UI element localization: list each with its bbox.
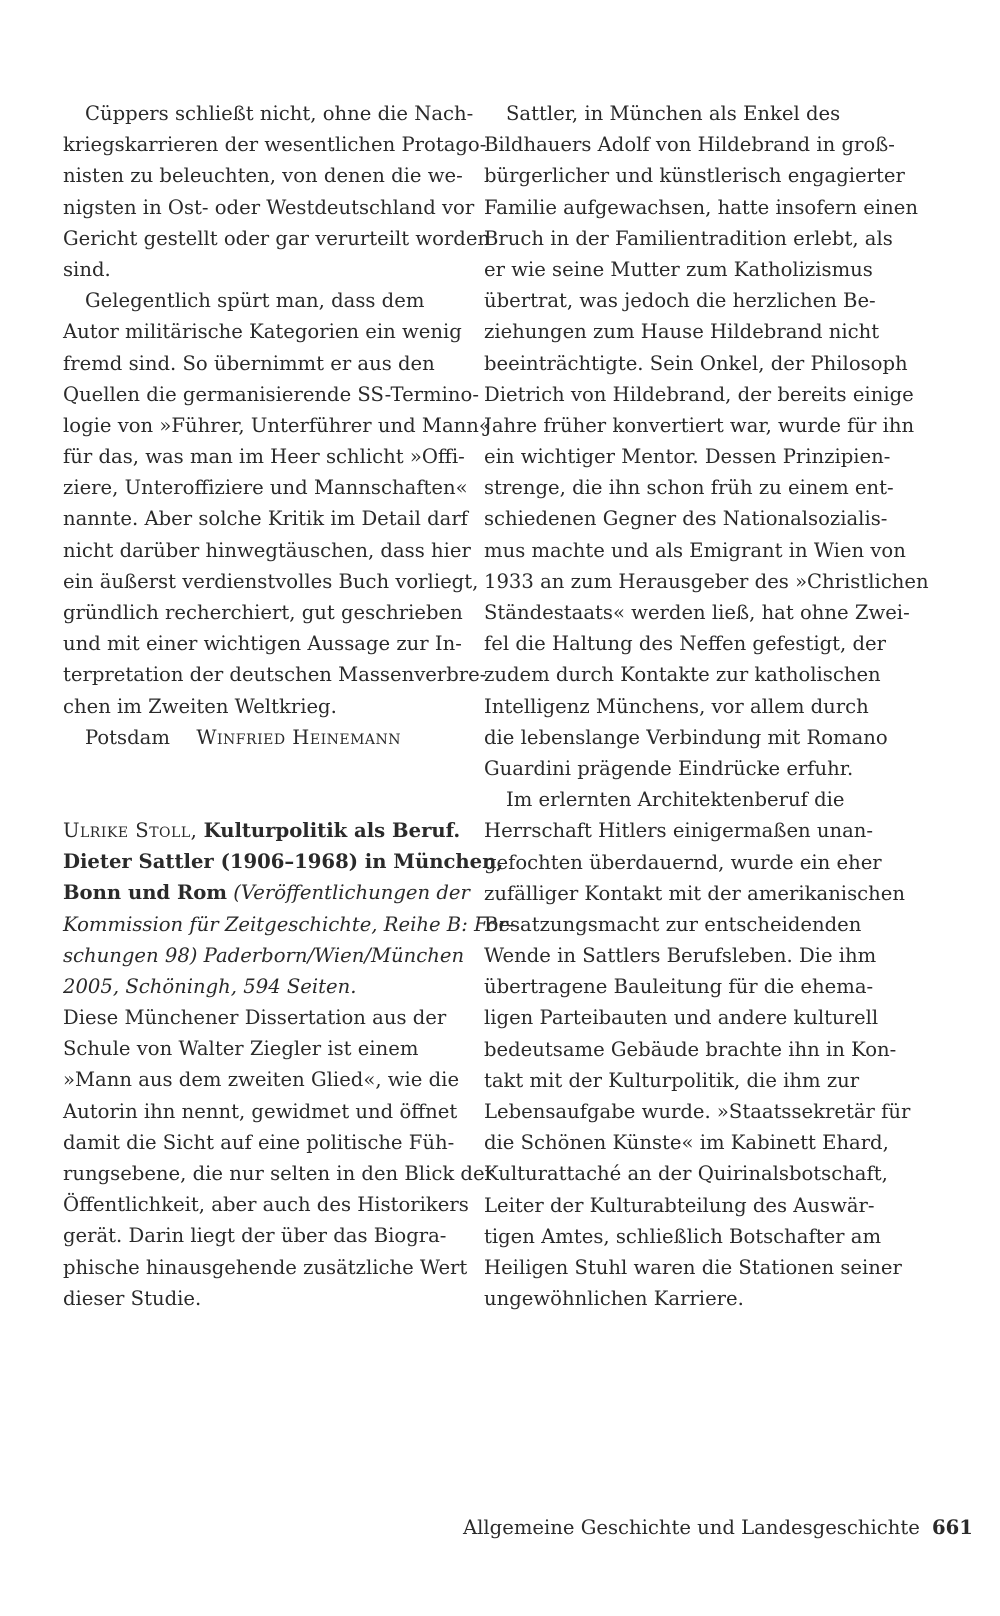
text-line: Herrschaft Hitlers einigermaßen unan- — [484, 819, 874, 843]
text-line: fel die Haltung des Neffen gefestigt, der — [484, 632, 886, 656]
text-line: 1933 an zum Herausgeber des »Christlichen — [484, 569, 929, 593]
text-line: die lebenslange Verbindung mit Romano — [484, 725, 888, 749]
text-line: Gericht gestellt oder gar verurteilt worden — [63, 226, 491, 250]
text-line: Guardini prägende Eindrücke erfuhr. — [484, 756, 854, 780]
text-line: Ständestaats« werden ließ, hat ohne Zwei- — [484, 601, 910, 624]
text-line: damit die Sicht auf eine politische Füh- — [63, 1130, 455, 1154]
text-line: Sattler, in München als Enkel des — [506, 102, 841, 125]
text-line: nicht darüber hinwegtäuschen, dass hier — [63, 538, 471, 562]
signature-author: Winfried Heinemann — [196, 725, 402, 749]
left-paragraph-1 — [63, 98, 491, 285]
text-line: gerät. Darin liegt der über das Biogra- — [63, 1224, 447, 1248]
text-line: schiedenen Gegner des Nationalsozialis- — [484, 507, 888, 531]
book-publication: schungen 98) Paderborn/Wien/München — [63, 943, 465, 967]
text-line: fremd sind. So übernimmt er aus den — [63, 351, 435, 375]
text-line: gefochten überdauernd, wurde ein eher — [484, 850, 882, 874]
text-line: takt mit der Kulturpolitik, die ihm zur — [484, 1068, 860, 1092]
text-line: Quellen die germanisierende SS-Termino- — [63, 382, 479, 406]
text-line: Familie aufgewachsen, hatte insofern einen — [484, 195, 918, 219]
text-line: strenge, die ihn schon früh zu einem ent- — [484, 476, 894, 500]
text-line: zufälliger Kontakt mit der amerikanischen — [484, 881, 905, 905]
text-line: ziehungen zum Hause Hildebrand nicht — [484, 320, 880, 344]
text-line: rungsebene, die nur selten in den Blick der — [63, 1162, 494, 1185]
text-line: Leiter der Kulturabteilung des Auswär- — [484, 1193, 875, 1217]
text-line: Schule von Walter Ziegler ist einem — [63, 1037, 419, 1061]
left-paragraph-3 — [63, 1002, 494, 1314]
review-signature — [63, 722, 441, 753]
text-line: Kulturattaché an der Quirinalsbotschaft, — [484, 1162, 888, 1186]
text-line: ein äußerst verdienstvolles Buch vorliegt, — [63, 569, 479, 593]
text-line: Im erlernten Architektenberuf die — [506, 788, 845, 812]
text-line: nannte. Aber solche Kritik im Detail darf — [63, 507, 468, 531]
page-footer — [463, 1514, 973, 1542]
text-line: dieser Studie. — [63, 1286, 202, 1310]
running-footer-title: Allgemeine Geschichte und Landesgeschichte — [463, 1516, 920, 1539]
text-line: zudem durch Kontakte zur katholischen — [484, 663, 881, 687]
book-author: Ulrike Stoll, — [63, 818, 198, 842]
left-column — [63, 98, 515, 1314]
text-line: Bruch in der Familientradition erlebt, als — [484, 226, 893, 250]
book-series: Kommission für Zeitgeschichte, Reihe B: For- — [63, 912, 515, 936]
text-line: und mit einer wichtigen Aussage zur In- — [63, 632, 462, 656]
text-line: Bildhauers Adolf von Hildebrand in groß- — [484, 133, 895, 157]
text-line: bürgerlicher und künstlerisch engagierter — [484, 164, 905, 188]
signature-place: Potsdam — [85, 725, 170, 749]
text-line: ligen Parteibauten und andere kulturell — [484, 1006, 879, 1030]
book-subtitle-end: Bonn und Rom — [63, 881, 228, 905]
left-paragraph-2 — [63, 285, 491, 722]
text-line: logie von »Führer, Unterführer und Mann« — [63, 413, 491, 437]
right-paragraph-2 — [484, 784, 911, 1314]
text-line: Autor militärische Kategorien ein wenig — [63, 320, 462, 344]
text-line: übertrat, was jedoch die herzlichen Be- — [484, 289, 876, 313]
text-line: sind. — [63, 257, 111, 281]
text-line: Cüppers schließt nicht, ohne die Nach- — [85, 102, 474, 125]
text-line: Öffentlichkeit, aber auch des Historikers — [63, 1193, 469, 1217]
text-line: tigen Amtes, schließlich Botschafter am — [484, 1224, 882, 1248]
text-line: Lebensaufgabe wurde. »Staatssekretär für — [484, 1100, 911, 1123]
text-line: phische hinausgehende zusätzliche Wert — [63, 1255, 468, 1279]
text-line: Intelligenz Münchens, vor allem durch — [484, 694, 869, 718]
text-line: beeinträchtigte. Sein Onkel, der Philosoph — [484, 351, 908, 375]
text-line: Gelegentlich spürt man, dass dem — [85, 289, 425, 313]
text-line: nisten zu beleuchten, von denen die we- — [63, 164, 463, 188]
right-column — [484, 98, 929, 1314]
text-line: für das, was man im Heer schlicht »Offi- — [63, 445, 465, 469]
text-line: kriegskarrieren der wesentlichen Protago- — [63, 133, 487, 157]
text-line: Diese Münchener Dissertation aus der — [63, 1006, 447, 1030]
text-line: er wie seine Mutter zum Katholizismus — [484, 257, 873, 281]
book-title: Kulturpolitik als Beruf. — [203, 818, 461, 842]
book-series: (Veröffentlichungen der — [233, 881, 470, 905]
text-line: bedeutsame Gebäude brachte ihn in Kon- — [484, 1037, 897, 1061]
book-publisher: 2005, Schöningh, 594 Seiten. — [63, 974, 357, 998]
text-line: »Mann aus dem zweiten Glied«, wie die — [63, 1068, 460, 1092]
text-line: nigsten in Ost- oder Westdeutschland vor — [63, 195, 475, 219]
text-line: terpretation der deutschen Massenverbre- — [63, 663, 487, 687]
text-line: übertragene Bauleitung für die ehema- — [484, 975, 874, 999]
text-line: ziere, Unteroffiziere und Mannschaften« — [63, 476, 468, 500]
text-line: Besatzungsmacht zur entscheidenden — [484, 912, 862, 936]
page-number: 661 — [932, 1516, 973, 1539]
text-line: chen im Zweiten Weltkrieg. — [63, 694, 337, 718]
text-line: ein wichtiger Mentor. Dessen Prinzipien- — [484, 445, 891, 469]
text-line: mus machte und als Emigrant in Wien von — [484, 538, 906, 562]
right-paragraph-1 — [484, 98, 929, 784]
text-line: Wende in Sattlers Berufsleben. Die ihm — [484, 944, 877, 968]
section-gap — [63, 753, 441, 815]
text-line: ungewöhnlichen Karriere. — [484, 1287, 744, 1311]
text-line: Dietrich von Hildebrand, der bereits einige — [484, 382, 914, 406]
book-subtitle: Dieter Sattler (1906–1968) in München, — [63, 850, 504, 874]
text-line: Jahre früher konvertiert war, wurde für ihn — [484, 413, 915, 437]
text-line: Heiligen Stuhl waren die Stationen seiner — [484, 1255, 902, 1279]
text-line: gründlich recherchiert, gut geschrieben — [63, 601, 463, 624]
text-line: Autorin ihn nennt, gewidmet und öffnet — [63, 1099, 458, 1123]
review-heading — [63, 815, 515, 1002]
text-line: die Schönen Künste« im Kabinett Ehard, — [484, 1131, 889, 1155]
